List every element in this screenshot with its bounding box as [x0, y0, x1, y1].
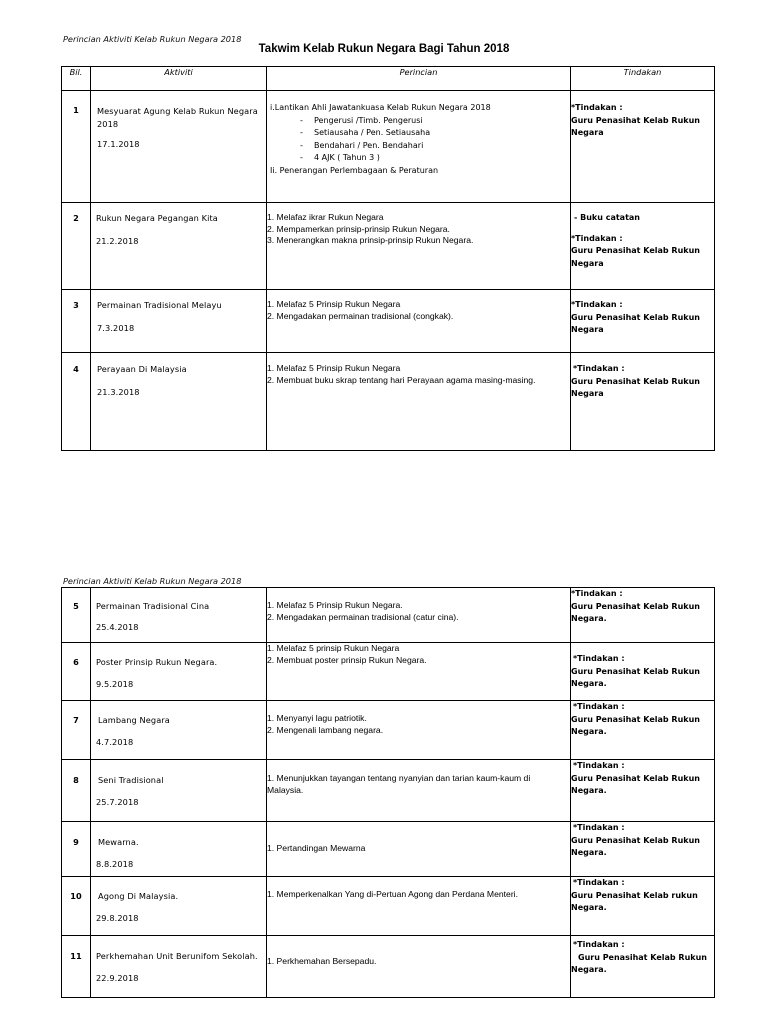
tindakan-cell: *Tindakan : Guru Penasihat Kelab rukun Negara. — [571, 877, 715, 936]
perincian-cell — [267, 91, 571, 203]
aktiviti-cell — [91, 588, 267, 643]
header-aktiviti: Aktiviti — [91, 67, 267, 91]
list-item: - Setiausaha / Pen. Setiausaha — [300, 128, 431, 137]
table-row — [62, 353, 715, 451]
aktiviti-cell — [91, 936, 267, 998]
list-item: - 4 AJK ( Tahun 3 ) — [300, 153, 380, 162]
aktiviti-date: 9.5.2018 — [96, 679, 134, 689]
aktiviti-name: Agong Di Malaysia. — [98, 891, 179, 901]
table-row — [62, 91, 715, 203]
list-item: - Bendahari / Pen. Bendahari — [300, 140, 424, 150]
table-row — [62, 760, 715, 822]
bil-cell: 1 — [62, 91, 91, 203]
bil-cell: 5 — [62, 588, 91, 643]
activity-table-page-2 — [61, 587, 715, 998]
aktiviti-cell — [91, 91, 267, 203]
aktiviti-name: Rukun Negara Pegangan Kita — [96, 213, 218, 223]
tindakan-cell: *Tindakan : Guru Penasihat Kelab Rukun Negara — [571, 91, 715, 203]
aktiviti-name: Permainan Tradisional Cina — [96, 601, 210, 611]
perincian-cell: 1. Melafaz ikrar Rukun Negara 2. Mempamerkan prinsip-prinsip Rukun Negara. 3. Menerangkan makna prinsip-prinsip Rukun Negara. — [267, 203, 571, 290]
table-row — [62, 290, 715, 353]
tindakan-cell: *Tindakan : Guru Penasihat Kelab Rukun Negara — [571, 353, 715, 451]
perincian-cell: 1. Melafaz 5 Prinsip Rukun Negara 2. Membuat buku skrap tentang hari Perayaan agama masing-masing. — [267, 353, 571, 451]
table-header-row — [62, 67, 715, 91]
aktiviti-cell — [91, 760, 267, 822]
aktiviti-date: 17.1.2018 — [97, 139, 140, 149]
table-row — [62, 822, 715, 877]
table-row — [62, 588, 715, 643]
aktiviti-cell — [91, 701, 267, 760]
header-bil: Bil. — [62, 67, 91, 91]
tindakan-cell: - Buku catatan *Tindakan : Guru Penasihat Kelab Rukun Negara — [571, 203, 715, 290]
list-item: - Pengerusi /Timb. Pengerusi — [300, 115, 423, 125]
perincian-cell: 1. Pertandingan Mewarna — [267, 822, 571, 877]
aktiviti-name: Mewarna. — [98, 837, 139, 847]
perincian-cell: 1. Melafaz 5 Prinsip Rukun Negara. 2. Mengadakan permainan tradisional (catur cina). — [267, 588, 571, 643]
perincian-cell: 1. Menyanyi lagu patriotik. 2. Mengenali lambang negara. — [267, 701, 571, 760]
bil-cell: 10 — [62, 877, 91, 936]
perincian-line: i.Lantikan Ahli Jawatankuasa Kelab Rukun Negara 2018 — [270, 103, 491, 112]
aktiviti-cell — [91, 822, 267, 877]
aktiviti-date: 7.3.2018 — [97, 323, 135, 333]
aktiviti-date: 8.8.2018 — [96, 859, 134, 869]
bil-cell: 7 — [62, 701, 91, 760]
tindakan-cell: *Tindakan : Guru Penasihat Kelab Rukun Negara. — [571, 936, 715, 998]
document-title: Takwim Kelab Rukun Negara Bagi Tahun 2018 — [258, 43, 510, 55]
table-row — [62, 936, 715, 998]
aktiviti-cell — [91, 353, 267, 451]
aktiviti-name: Mesyuarat Agung Kelab Rukun Negara 2018 — [97, 106, 258, 129]
table-row — [62, 701, 715, 760]
tindakan-cell: *Tindakan : Guru Penasihat Kelab Rukun Negara. — [571, 822, 715, 877]
bil-cell: 4 — [62, 353, 91, 451]
bil-cell: 9 — [62, 822, 91, 877]
aktiviti-name: Perkhemahan Unit Berunifom Sekolah. — [96, 951, 258, 961]
aktiviti-name: Permainan Tradisional Melayu — [97, 300, 222, 310]
aktiviti-cell — [91, 643, 267, 701]
perincian-cell: 1. Melafaz 5 Prinsip Rukun Negara 2. Mengadakan permainan tradisional (congkak). — [267, 290, 571, 353]
header-tindakan: Tindakan — [571, 67, 715, 91]
bil-cell: 8 — [62, 760, 91, 822]
aktiviti-date: 4.7.2018 — [96, 737, 134, 747]
tindakan-cell: *Tindakan : Guru Penasihat Kelab Rukun Negara. — [571, 760, 715, 822]
aktiviti-date: 22.9.2018 — [96, 973, 139, 983]
aktiviti-name: Lambang Negara — [98, 715, 170, 725]
perincian-cell: 1. Perkhemahan Bersepadu. — [267, 936, 571, 998]
aktiviti-date: 29.8.2018 — [96, 913, 139, 923]
aktiviti-cell — [91, 203, 267, 290]
table-row — [62, 643, 715, 701]
activity-table-page-1 — [61, 66, 715, 451]
table-row — [62, 203, 715, 290]
perincian-line: Ii. Penerangan Perlembagaan & Peraturan — [270, 165, 439, 175]
bil-cell: 3 — [62, 290, 91, 353]
aktiviti-name: Poster Prinsip Rukun Negara. — [96, 657, 218, 667]
tindakan-cell: *Tindakan : Guru Penasihat Kelab Rukun Negara. — [571, 643, 715, 701]
bil-cell: 11 — [62, 936, 91, 998]
perincian-cell: 1. Melafaz 5 prinsip Rukun Negara 2. Membuat poster prinsip Rukun Negara. — [267, 643, 571, 701]
aktiviti-date: 25.7.2018 — [96, 797, 139, 807]
bil-cell: 6 — [62, 643, 91, 701]
tindakan-cell: *Tindakan : Guru Penasihat Kelab Rukun Negara. — [571, 701, 715, 760]
header-perincian: Perincian — [267, 67, 571, 91]
aktiviti-name: Perayaan Di Malaysia — [97, 364, 187, 374]
tindakan-cell: *Tindakan : Guru Penasihat Kelab Rukun Negara — [571, 290, 715, 353]
aktiviti-cell — [91, 290, 267, 353]
aktiviti-date: 25.4.2018 — [96, 622, 139, 632]
table-row — [62, 877, 715, 936]
aktiviti-name: Seni Tradisional — [98, 775, 164, 785]
aktiviti-date: 21.3.2018 — [97, 387, 140, 397]
section-header: Perincian Aktiviti Kelab Rukun Negara 2018 — [63, 576, 242, 586]
aktiviti-date: 21.2.2018 — [96, 236, 139, 246]
perincian-cell: 1. Memperkenalkan Yang di-Pertuan Agong dan Perdana Menteri. — [267, 877, 571, 936]
tindakan-cell: *Tindakan : Guru Penasihat Kelab Rukun Negara. — [571, 588, 715, 643]
perincian-cell: 1. Menunjukkan tayangan tentang nyanyian dan tarian kaum-kaum di Malaysia. — [267, 760, 571, 822]
bil-cell: 2 — [62, 203, 91, 290]
section-header: Perincian Aktiviti Kelab Rukun Negara 2018 — [63, 34, 242, 44]
aktiviti-cell — [91, 877, 267, 936]
